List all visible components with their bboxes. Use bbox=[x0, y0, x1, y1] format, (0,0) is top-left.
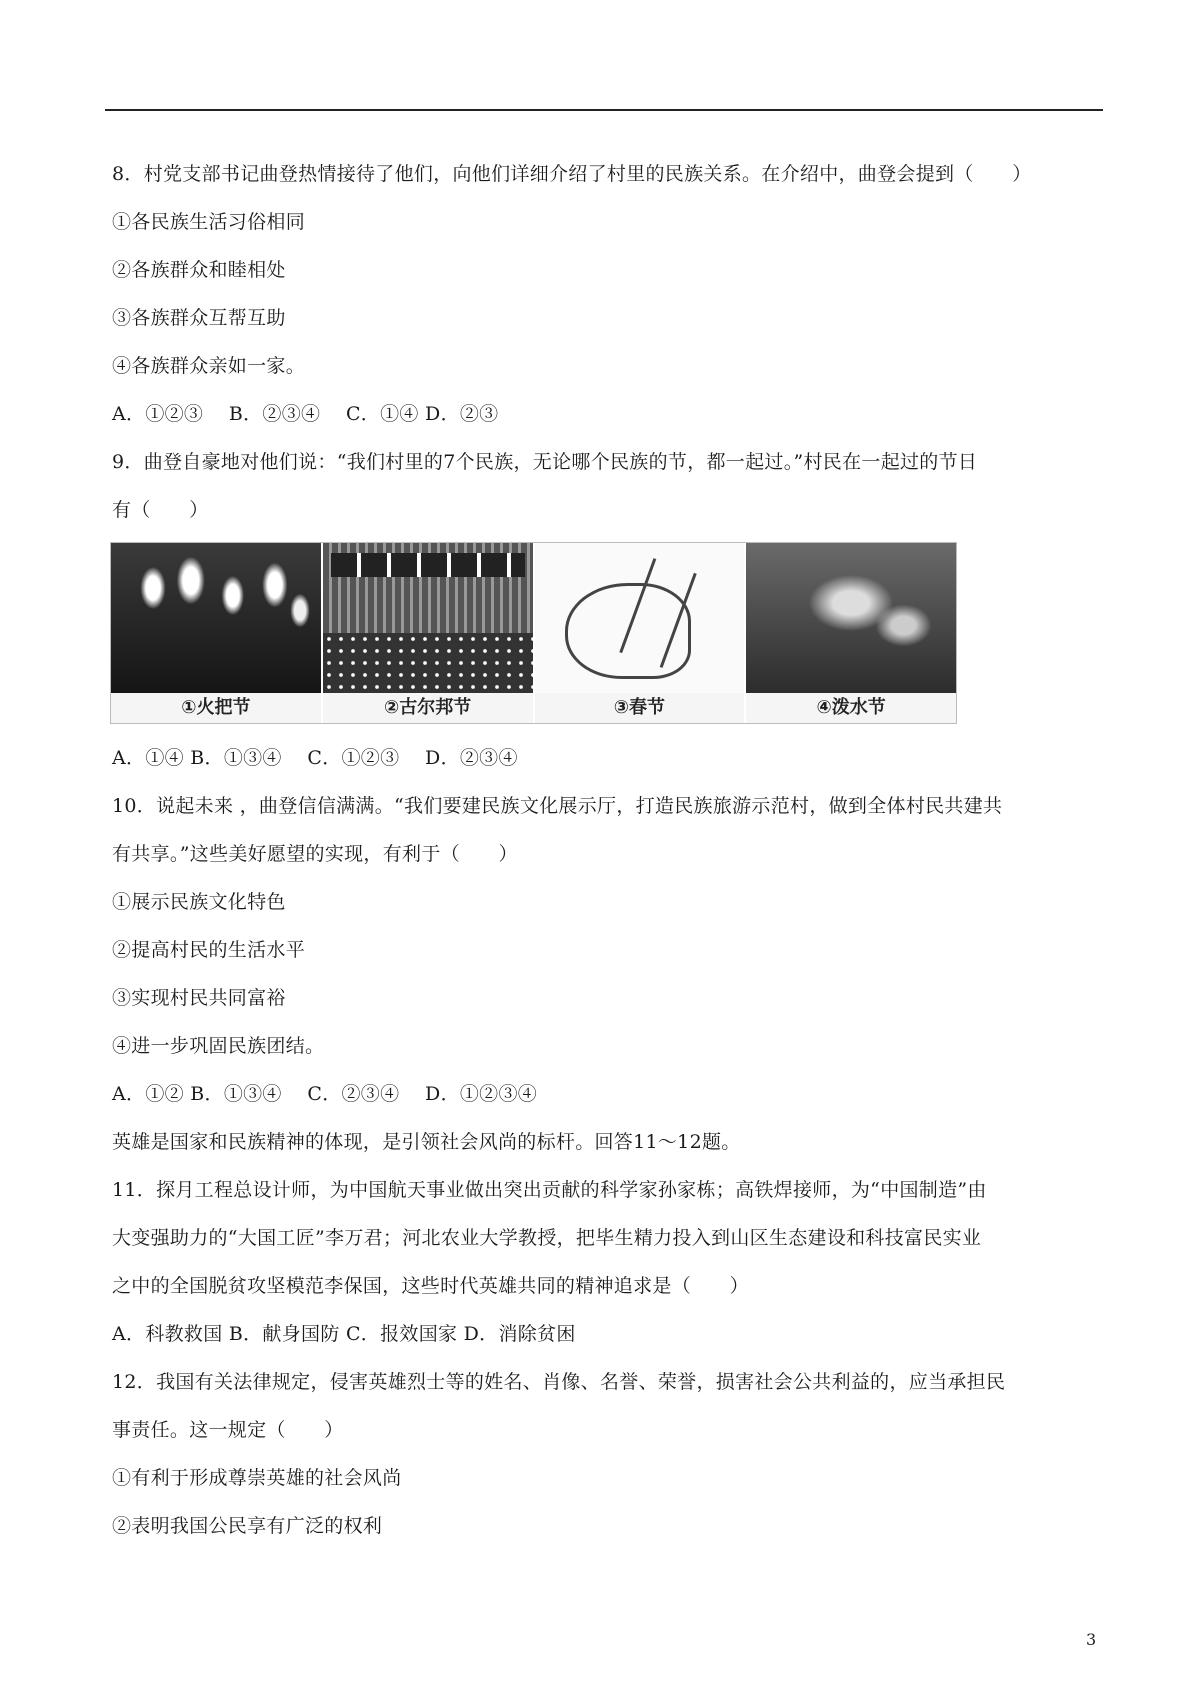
q8-option-1: ①各民族生活习俗相同 bbox=[112, 211, 306, 233]
q11-choices: A．科教救国 B．献身国防 C．报效国家 D．消除贫困 bbox=[112, 1323, 576, 1345]
q8-option-4: ④各族群众亲如一家。 bbox=[112, 355, 306, 377]
q8-option-2: ②各族群众和睦相处 bbox=[112, 259, 286, 281]
spring-festival-image bbox=[535, 543, 745, 693]
section-intro: 英雄是国家和民族精神的体现，是引领社会风尚的标杆。回答11～12题。 bbox=[112, 1131, 741, 1153]
photo-water-splashing-festival bbox=[746, 543, 956, 723]
header-rule bbox=[105, 109, 1103, 111]
q10-stem-line-2: 有共享。”这些美好愿望的实现，有利于（ ） bbox=[112, 843, 518, 865]
q12-stem-line-2: 事责任。这一规定（ ） bbox=[112, 1419, 344, 1441]
q12-option-2: ②表明我国公民享有广泛的权利 bbox=[112, 1515, 383, 1537]
q9-stem-line-2: 有（ ） bbox=[112, 499, 209, 521]
q10-option-1: ①展示民族文化特色 bbox=[112, 891, 286, 913]
q10-option-2: ②提高村民的生活水平 bbox=[112, 939, 306, 961]
q10-option-3: ③实现村民共同富裕 bbox=[112, 987, 286, 1009]
q11-stem-line-3: 之中的全国脱贫攻坚模范李保国，这些时代英雄共同的精神追求是（ ） bbox=[112, 1275, 749, 1297]
q8-choices: A．①②③ B．②③④ C．①④ D．②③ bbox=[112, 403, 499, 425]
q10-stem-line-1: 10．说起未来 ，曲登信信满满。“我们要建民族文化展示厅，打造民族旅游示范村，做到全体村民共建共 bbox=[112, 795, 1003, 817]
q9-stem-line-1: 9．曲登自豪地对他们说：“我们村里的7个民族，无论哪个民族的节，都一起过。”村民在一起过的节日 bbox=[112, 451, 978, 473]
photo-torch-festival bbox=[111, 543, 323, 723]
torch-festival-image bbox=[111, 543, 321, 693]
page-content bbox=[112, 150, 1102, 1550]
festival-photos bbox=[110, 542, 957, 724]
page-number: 3 bbox=[1086, 1630, 1097, 1649]
q11-stem-line-2: 大变强助力的“大国工匠”李万君；河北农业大学教授，把毕生精力投入到山区生态建设和科技富民实业 bbox=[112, 1227, 982, 1249]
q10-choices: A．①② B．①③④ C．②③④ D．①②③④ bbox=[112, 1083, 538, 1105]
q10-option-4: ④进一步巩固民族团结。 bbox=[112, 1035, 325, 1057]
q12-option-1: ①有利于形成尊崇英雄的社会风尚 bbox=[112, 1467, 402, 1489]
photo-caption: ④泼水节 bbox=[746, 693, 956, 723]
photo-caption: ②古尔邦节 bbox=[323, 693, 533, 723]
photo-caption: ③春节 bbox=[535, 693, 745, 723]
photo-caption: ①火把节 bbox=[111, 693, 321, 723]
photo-eid-al-adha bbox=[323, 543, 535, 723]
q12-stem-line-1: 12．我国有关法律规定，侵害英雄烈士等的姓名、肖像、名誉、荣誉，损害社会公共利益的，应当承担民 bbox=[112, 1371, 1006, 1393]
eid-festival-image bbox=[323, 543, 533, 693]
q9-choices: A．①④ B．①③④ C．①②③ D．②③④ bbox=[112, 747, 518, 769]
q11-stem-line-1: 11．探月工程总设计师，为中国航天事业做出突出贡献的科学家孙家栋；高铁焊接师，为“中国制造”由 bbox=[112, 1179, 987, 1201]
q8-stem: 8．村党支部书记曲登热情接待了他们，向他们详细介绍了村里的民族关系。在介绍中，曲登会提到（ ） bbox=[112, 163, 1032, 185]
water-festival-image bbox=[746, 543, 956, 693]
photo-spring-festival bbox=[535, 543, 747, 723]
q8-option-3: ③各族群众互帮互助 bbox=[112, 307, 286, 329]
